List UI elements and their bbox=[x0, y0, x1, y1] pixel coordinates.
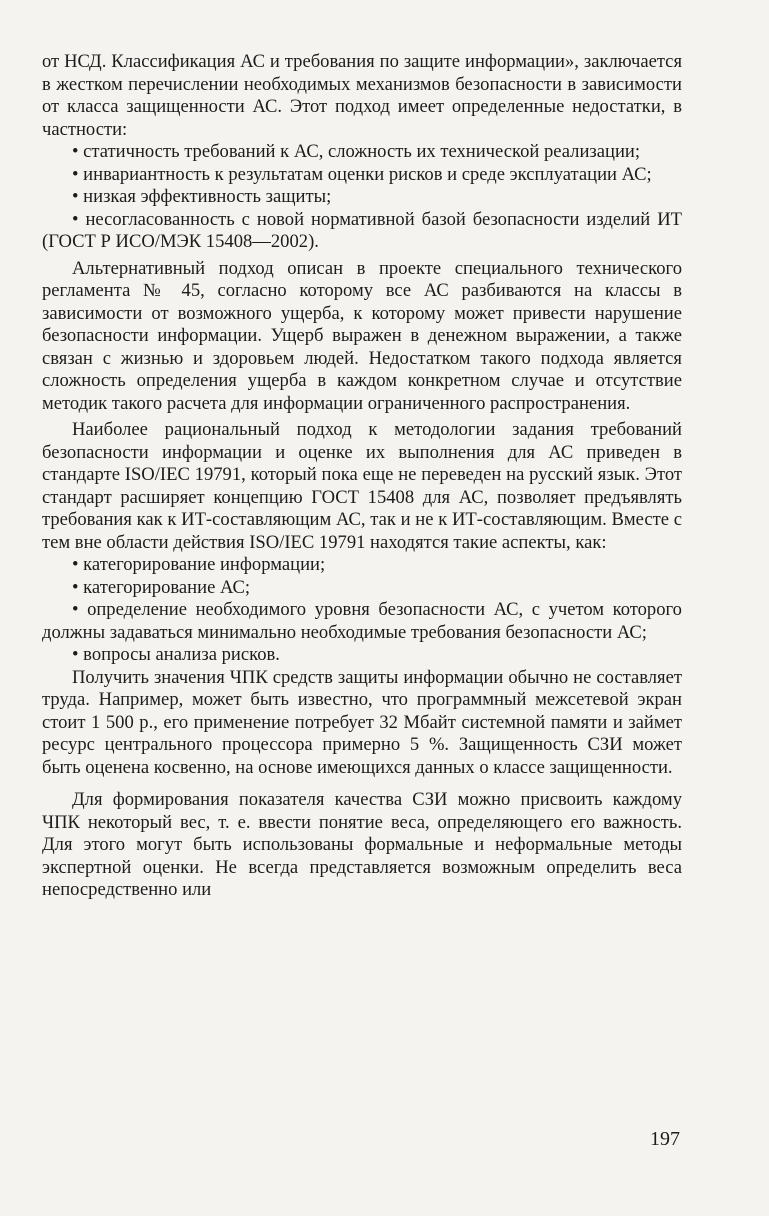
paragraph-rational: Наиболее рациональный подход к методологии задания требований безопасности информации и оценке их выполнения для АС приведен в стандарте ISO/IEC 19791, который пока еще не переведен на русский язык. Этот стандарт расширяет концепцию ГОСТ 15408 для АС, позволяет предъявлять требования как к ИТ-составляющим АС, так и не к ИТ-составляющим. Вместе с тем вне области действия ISO/IEC 19791 находятся такие аспекты, как: bbox=[42, 419, 682, 553]
list-item: • вопросы анализа рисков. bbox=[42, 644, 682, 667]
list-item: • несогласованность с новой нормативной базой безопасности изделий ИТ (ГОСТ Р ИСО/МЭК 15408—2002). bbox=[42, 209, 682, 254]
paragraph-intro: от НСД. Классификация АС и требования по защите информации», заключается в жестком перечислении необходимых механизмов безопасности в зависимости от класса защищенности АС. Этот подход имеет определенные недостатки, в частности: bbox=[42, 51, 682, 140]
list-item: • низкая эффективность защиты; bbox=[42, 186, 682, 209]
paragraph-alternative: Альтернативный подход описан в проекте специального технического регламента № 45, согласно которому все АС разбиваются на классы в зависимости от возможного ущерба, к которому может привести нарушение безопасности информации. Ущерб выражен в денежном выражении, а также связан с жизнью и здоровьем людей. Недостатком такого подхода является сложность определения ущерба в каждом конкретном случае и отсутствие методик такого расчета для информации ограниченного распространения. bbox=[42, 257, 682, 414]
list-item: • статичность требований к АС, сложность их технической реализации; bbox=[42, 141, 682, 164]
page-body bbox=[42, 51, 682, 902]
paragraph-values: Получить значения ЧПК средств защиты информации обычно не составляет труда. Например, может быть известно, что программный межсетевой экран стоит 1 500 р., его применение потребует 32 Мбайт системной памяти и займет ресурс центрального процессора примерно 5 %. Защищенность СЗИ может быть оценена косвенно, на основе имеющихся данных о классе защищенности. bbox=[42, 666, 682, 778]
list-item: • категорирование информации; bbox=[42, 554, 682, 577]
list-item: • определение необходимого уровня безопасности АС, с учетом которого должны задаваться минимально необходимые требования безопасности АС; bbox=[42, 599, 682, 644]
paragraph-weights: Для формирования показателя качества СЗИ можно присвоить каждому ЧПК некоторый вес, т. е. ввести понятие веса, определяющего его важность. Для этого могут быть использованы формальные и неформальные методы экспертной оценки. Не всегда представляется возможным определить веса непосредственно или bbox=[42, 789, 682, 900]
page-number: 197 bbox=[650, 1128, 680, 1150]
list-item: • инвариантность к результатам оценки рисков и среде эксплуатации АС; bbox=[42, 164, 682, 187]
list-item: • категорирование АС; bbox=[42, 577, 682, 600]
